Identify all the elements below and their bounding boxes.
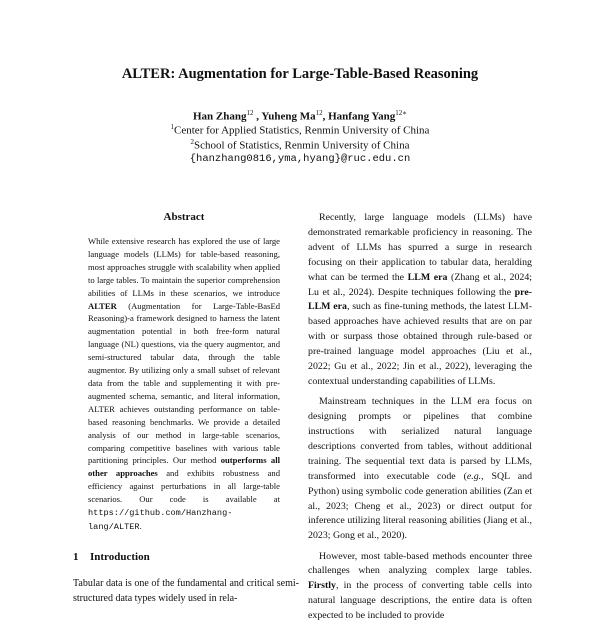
body-text: Recently, large language models (LLMs) have demonstrated remarkable proficiency in reasoning. The advent of LLMs has spurred a surge in research focusing on their application to tabular data, heralding what can be termed the bbox=[308, 212, 532, 283]
author-name: Hanfang Yang bbox=[328, 110, 396, 123]
abstract-text: and exhibits robustness and efficiency against perturbations in all large-table scenarios. Our code is available at bbox=[88, 468, 280, 505]
affiliation-line bbox=[0, 123, 600, 137]
body-text: , in the process of converting table cells into natural language descriptions, the entire data is often expected to be included to provide bbox=[308, 580, 532, 622]
author-affiliation-mark: 12 bbox=[315, 109, 323, 117]
abstract-body bbox=[88, 235, 280, 534]
method-name: ALTER bbox=[88, 300, 117, 311]
body-text: , SQL and Python) using symbolic code generation abilities (Zan et al., 2023; Cheng et al., 2023) or direct output for inference utilizing literal reasoning abilities (Jiang et al., 2023; Gong et al., 2020). bbox=[308, 470, 533, 542]
abstract-text: While extensive research has explored the use of large language models (LLMs) for table-based reasoning, most approaches struggle with scalability when applied to large tables. To maintain the superior comprehension abilities of LLMs in these scenarios, we introduce bbox=[88, 236, 280, 298]
abstract-text: ( bbox=[116, 300, 132, 311]
section-number: 1 bbox=[73, 551, 79, 563]
author-affiliation-mark: 12∗ bbox=[395, 109, 408, 117]
author-affiliation-mark: 12 bbox=[246, 109, 254, 117]
abstract-text: . bbox=[139, 520, 142, 531]
affiliation-text: Center for Applied Statistics, Renmin University of China bbox=[174, 124, 430, 137]
body-paragraph bbox=[308, 395, 532, 544]
emphasis-text: Firstly bbox=[308, 580, 336, 592]
author-name: Han Zhang bbox=[192, 110, 247, 123]
code-link[interactable]: https://github.com/Hanzhang-lang/ALTER bbox=[88, 508, 233, 532]
affiliation-text: School of Statistics, Renmin University of China bbox=[194, 139, 410, 152]
emphasis-text: LLM era bbox=[407, 271, 448, 283]
right-column bbox=[308, 211, 532, 629]
abstract-heading: Abstract bbox=[163, 211, 205, 223]
author-email[interactable]: {hanzhang0816,yma,hyang}@ruc.edu.cn bbox=[189, 153, 411, 165]
affiliation-mark: 1 bbox=[170, 123, 175, 131]
affiliation-mark: 2 bbox=[190, 138, 195, 146]
abstract-text: )-a framework designed to harness the latent augmentation potential in both free-form natural language (NL) questions, via the query augmentor, and semi-structured tabular data, through the table augmentor. By utilizing only a small subset of relevant data from the table and supplementing it with pre-augmented schema, semantic, and literal information, ALTER achieves outstanding performance on table-based reasoning benchmarks. We provide a detailed analysis of our method in large-table scenarios, comparing competitive baselines with various table partitioning principles. Our method bbox=[88, 313, 280, 466]
body-paragraph bbox=[308, 550, 532, 625]
body-text: However, most table-based methods encounter three challenges when analyzing complex large tables. bbox=[308, 550, 532, 577]
italic-text: e.g. bbox=[466, 470, 482, 482]
emphasis-text: pre-LLM era bbox=[308, 286, 532, 313]
intro-paragraph: Tabular data is one of the fundamental and critical semi-structured data types widely used in rela- bbox=[73, 578, 299, 604]
author-name: Yuheng Ma bbox=[261, 110, 316, 123]
body-text: (Zhang et al., 2024; Lu et al., 2024). Despite techniques following the bbox=[308, 271, 533, 298]
section-heading bbox=[73, 551, 150, 563]
section-title: Introduction bbox=[90, 551, 150, 563]
body-paragraph bbox=[308, 211, 532, 390]
body-text: , such as fine-tuning methods, the latest LLM-based approaches have achieved results that are on par with or surpass those obtained through rule-based or pre-trained language model approaches (Liu et al., 2022; Gu et al., 2022; Jin et al., 2022), leveraging the contextual understanding capabilities of LLMs. bbox=[308, 301, 532, 387]
acronym-expansion: Augmentation for Large-Table-BasEd Reasoning bbox=[88, 300, 280, 324]
author-separator: , bbox=[253, 110, 262, 123]
emphasis-text: outperforms all other approaches bbox=[88, 455, 280, 479]
body-text: Mainstream techniques in the LLM era focus on designing prompts or pipelines that combine instructions with serialized natural language descriptions converted from tables, without additional training. The sequential text data is parsed by LLMs, transformed into executable code ( bbox=[308, 396, 532, 482]
affiliation-line bbox=[0, 138, 600, 152]
author-separator: , bbox=[322, 110, 329, 123]
paper-title: ALTER: Augmentation for Large-Table-Based Reasoning bbox=[121, 66, 479, 82]
author-list bbox=[0, 109, 600, 123]
